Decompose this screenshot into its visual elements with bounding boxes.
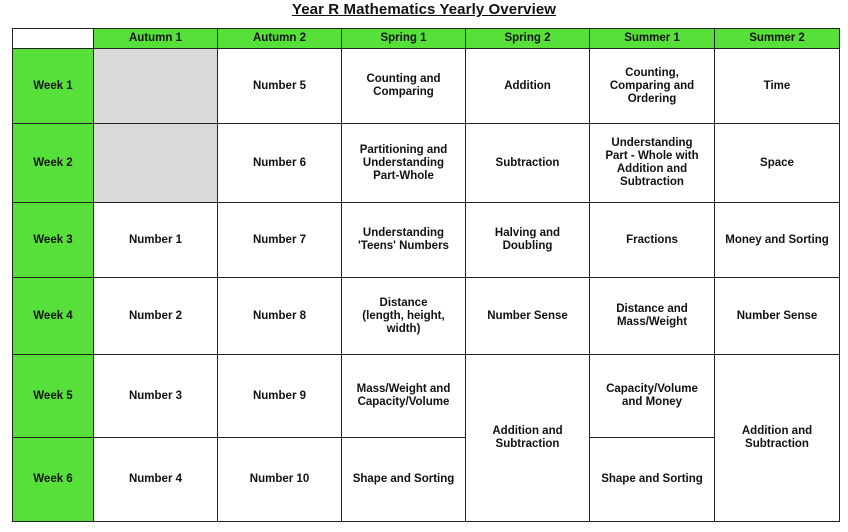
table-cell [590, 49, 715, 124]
cell-text: Addition and Subtraction [741, 425, 813, 450]
cell-text: Partitioning and Understanding Part-Whole [359, 143, 448, 182]
table-cell [218, 278, 342, 355]
cell-text: Number 4 [128, 473, 183, 485]
table-cell [590, 278, 715, 355]
column-header-spring-2: Spring 2 [466, 29, 590, 49]
table-cell [715, 355, 840, 522]
row-header-week-1: Week 1 [13, 49, 94, 124]
cell-text: Number 6 [252, 156, 307, 169]
cell-text: Number 3 [128, 389, 183, 402]
table-cell [715, 203, 840, 278]
cell-text: Number 8 [252, 309, 307, 322]
cell-text: Time [763, 79, 791, 92]
row-header-week-5: Week 5 [13, 355, 94, 438]
cell-text: Number 10 [249, 473, 310, 485]
corner-cell [13, 29, 94, 49]
cell-text: Addition and Subtraction [492, 425, 563, 450]
table-row [13, 203, 840, 278]
table-cell [590, 438, 715, 522]
cell-text: Number 1 [128, 233, 183, 246]
table-cell [590, 203, 715, 278]
table-row [13, 355, 840, 438]
table-cell [715, 278, 840, 355]
table-cell [342, 124, 466, 203]
cell-text: Number Sense [487, 309, 568, 322]
table-row [13, 124, 840, 203]
cell-text: Understanding Part - Whole with Addition and Subtraction [605, 137, 699, 188]
cell-text: Mass/Weight and Capacity/Volume [356, 383, 451, 408]
cell-text: Capacity/Volume and Money [606, 383, 698, 408]
table-cell [342, 203, 466, 278]
cell-text: Counting, Comparing and Ordering [609, 66, 695, 105]
table-cell [218, 438, 342, 522]
table-cell [94, 203, 218, 278]
header-row [13, 29, 840, 49]
table-cell [218, 355, 342, 438]
row-header-week-3: Week 3 [13, 203, 94, 278]
column-header-spring-1: Spring 1 [342, 29, 466, 49]
table-cell [94, 124, 218, 203]
row-header-week-2: Week 2 [13, 124, 94, 203]
cell-text: Understanding 'Teens' Numbers [358, 227, 449, 252]
cell-text: Addition [504, 79, 551, 92]
table-cell [342, 438, 466, 522]
cell-text: Number 2 [128, 309, 183, 322]
cell-text: Distance (length, height, width) [362, 296, 445, 335]
table-cell [466, 278, 590, 355]
table-cell [715, 124, 840, 203]
table-cell [218, 203, 342, 278]
table-cell [715, 49, 840, 124]
cell-text: Halving and Doubling [494, 227, 561, 252]
cell-text: Subtraction [495, 156, 560, 169]
cell-text: Shape and Sorting [601, 473, 703, 485]
cell-text: Space [760, 156, 794, 169]
table-cell [466, 124, 590, 203]
column-header-summer-1: Summer 1 [590, 29, 715, 49]
table-cell [94, 278, 218, 355]
table-cell [466, 49, 590, 124]
cell-text: Shape and Sorting [352, 473, 455, 485]
table-cell [342, 49, 466, 124]
cell-text: Number 9 [252, 389, 307, 402]
table-cell [342, 278, 466, 355]
table-cell [590, 124, 715, 203]
overview-table [12, 28, 840, 522]
cell-text: Number 5 [252, 79, 307, 92]
table-cell [218, 49, 342, 124]
cell-text: Money and Sorting [725, 233, 829, 246]
table-row [13, 278, 840, 355]
column-header-summer-2: Summer 2 [715, 29, 840, 49]
column-header-autumn-1: Autumn 1 [94, 29, 218, 49]
table-cell [94, 355, 218, 438]
row-header-week-6: Week 6 [13, 438, 94, 522]
cell-text: Counting and Comparing [366, 73, 441, 98]
table-cell [590, 355, 715, 438]
table-cell [466, 203, 590, 278]
table-cell [466, 355, 590, 522]
cell-text: Fractions [626, 233, 678, 246]
table-cell [94, 438, 218, 522]
table-cell [94, 49, 218, 124]
table-cell [342, 355, 466, 438]
cell-text: Number 7 [252, 233, 307, 246]
row-header-week-4: Week 4 [13, 278, 94, 355]
table-row [13, 49, 840, 124]
page-title: Year R Mathematics Yearly Overview [291, 1, 557, 18]
cell-text: Number Sense [736, 309, 818, 322]
cell-text: Distance and Mass/Weight [616, 303, 688, 328]
table-cell [218, 124, 342, 203]
column-header-autumn-2: Autumn 2 [218, 29, 342, 49]
